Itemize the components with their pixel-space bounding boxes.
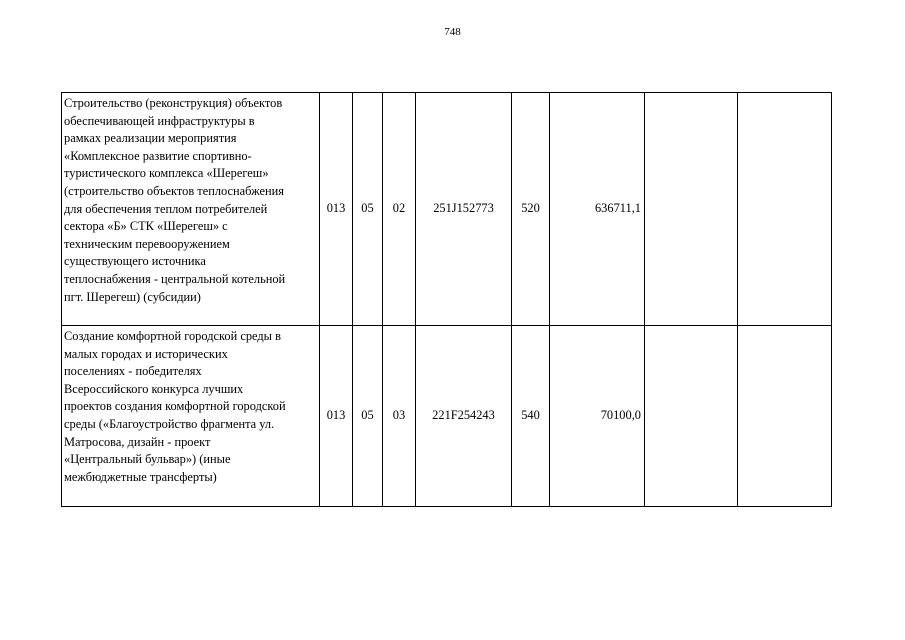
empty-cell bbox=[738, 326, 832, 507]
amount-cell: 70100,0 bbox=[550, 326, 645, 507]
empty-cell bbox=[738, 93, 832, 326]
page-number: 748 bbox=[444, 26, 461, 38]
table-row bbox=[62, 326, 832, 507]
expense-type-code: 540 bbox=[512, 326, 550, 507]
empty-cell bbox=[645, 326, 738, 507]
expense-type-code: 520 bbox=[512, 93, 550, 326]
empty-cell bbox=[645, 93, 738, 326]
section-code: 05 bbox=[353, 326, 383, 507]
subsection-code: 03 bbox=[383, 326, 416, 507]
ministry-code: 013 bbox=[320, 93, 353, 326]
subsection-code: 02 bbox=[383, 93, 416, 326]
target-article-code: 251J152773 bbox=[416, 93, 512, 326]
row-description: Создание комфортной городской среды в малых городах и исторических поселениях - победителях Всероссийского конкурса лучших проектов создания комфортной городской среды («Благоустройство фрагмента ул. Матросова, дизайн - проект «Центральный бульвар») (иные межбюджетные трансферты) bbox=[62, 326, 320, 507]
table-row bbox=[62, 93, 832, 326]
section-code: 05 bbox=[353, 93, 383, 326]
row-description: Строительство (реконструкция) объектов обеспечивающей инфраструктуры в рамках реализации мероприятия «Комплексное развитие спортивно- туристического комплекса «Шерегеш» (строительство объектов теплоснабжения для обеспечения теплом потребителей сектора «Б» СТК «Шерегеш» с техническим перевооружением существующего источника теплоснабжения - центральной котельной пгт. Шерегеш) (субсидии) bbox=[62, 93, 320, 326]
budget-table bbox=[61, 92, 832, 507]
target-article-code: 221F254243 bbox=[416, 326, 512, 507]
amount-cell: 636711,1 bbox=[550, 93, 645, 326]
ministry-code: 013 bbox=[320, 326, 353, 507]
